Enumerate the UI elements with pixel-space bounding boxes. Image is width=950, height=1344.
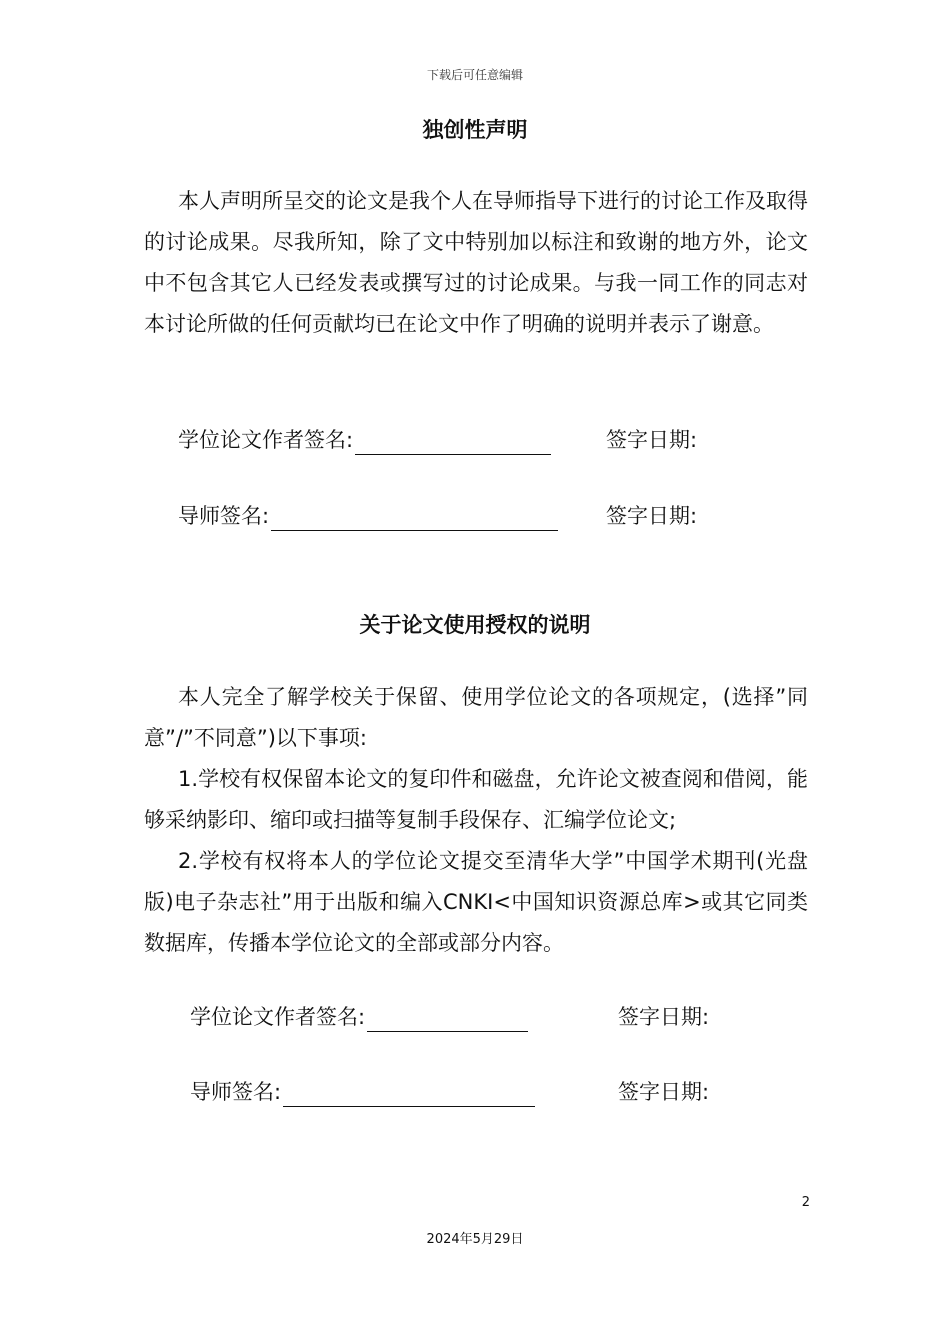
authorization-item-2: 2.学校有权将本人的学位论文提交至清华大学”中国学术期刊(光盘版)电子杂志社”用于出版和编入CNKI<中国知识资源总库>或其它同类数据库，传播本学位论文的全部或部分内容。 — [144, 849, 808, 955]
author-signature-line — [367, 1007, 528, 1032]
authorization-item-1: 1.学校有权保留本论文的复印件和磁盘，允许论文被查阅和借阅，能够采纳影印、缩印或扫描等复制手段保存、汇编学位论文; — [144, 767, 808, 832]
author-signature-line — [355, 430, 551, 455]
advisor-date-label: 签字日期: — [618, 1080, 710, 1104]
advisor-signature-label: 导师签名: — [190, 1080, 282, 1104]
authorization-title: 关于论文使用授权的说明 — [359, 613, 591, 637]
authorization-author-signature-row — [190, 1002, 528, 1032]
page-number: 2 — [801, 1195, 810, 1210]
advisor-date-label: 签字日期: — [606, 504, 698, 528]
advisor-signature-line — [271, 506, 558, 531]
declaration-advisor-signature-row — [178, 501, 558, 531]
authorization-intro: 本人完全了解学校关于保留、使用学位论文的各项规定，(选择”同意”/”不同意”)以下事项: — [144, 685, 808, 750]
author-date-label: 签字日期: — [618, 1005, 710, 1029]
author-signature-label: 学位论文作者签名: — [190, 1005, 366, 1029]
author-signature-label: 学位论文作者签名: — [178, 428, 354, 452]
advisor-signature-line — [283, 1082, 535, 1107]
declaration-author-signature-row — [178, 425, 551, 455]
footer-date: 2024年5月29日 — [426, 1232, 524, 1247]
declaration-body: 本人声明所呈交的论文是我个人在导师指导下进行的讨论工作及取得的讨论成果。尽我所知，除了文中特别加以标注和致谢的地方外，论文中不包含其它人已经发表或撰写过的讨论成果。与我一同工作的同志对本讨论所做的任何贡献均已在论文中作了明确的说明并表示了谢意。 — [144, 189, 808, 336]
authorization-advisor-signature-row — [190, 1077, 535, 1107]
advisor-signature-label: 导师签名: — [178, 504, 270, 528]
declaration-title: 独创性声明 — [422, 118, 528, 142]
author-date-label: 签字日期: — [606, 428, 698, 452]
header-note: 下载后可任意编辑 — [426, 68, 523, 82]
